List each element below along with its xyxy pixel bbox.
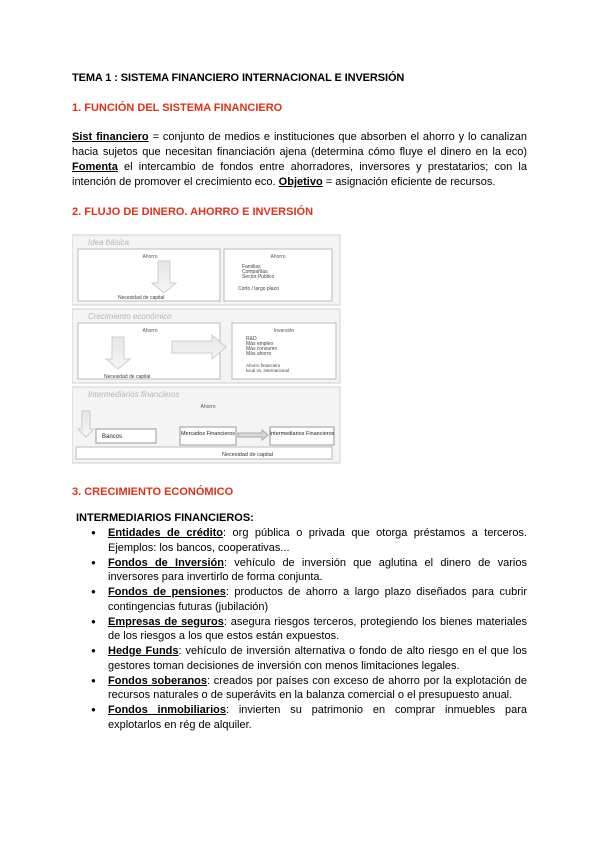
list-item — [72, 644, 527, 673]
panel-1-title: Idea básica — [88, 238, 129, 247]
intermediaries-heading: INTERMEDIARIOS FINANCIEROS: — [76, 512, 254, 524]
panel-2-title: Crecimiento económico — [88, 312, 172, 321]
term-fomenta: Fomenta — [72, 161, 118, 173]
document-title: TEMA 1 : SISTEMA FINANCIERO INTERNACIONAL E INVERSIÓN — [72, 72, 405, 84]
panel-1-bottom-left: Necesidad de capital — [118, 295, 165, 301]
panel-3-bottom: Necesidad de capital — [222, 452, 274, 458]
list-item — [72, 556, 527, 585]
section-heading-1: 1. FUNCIÓN DEL SISTEMA FINANCIERO — [72, 102, 283, 114]
panel-2-col-right: Inversión — [273, 328, 295, 334]
panel-2-bottom-left: Necesidad de capital — [104, 374, 151, 380]
panel-1-item-2: Compañías — [242, 269, 268, 275]
panel-3-mercados: Mercados Financieros — [180, 431, 236, 437]
panel-3-title: Intermediarios financieros — [88, 390, 180, 399]
list-item — [72, 615, 527, 644]
panel-1-item-1: Familias — [242, 264, 261, 270]
list-item — [72, 674, 527, 703]
list-item — [72, 585, 527, 614]
panel-1-bottom-right: Corto / largo plazo — [238, 286, 279, 292]
panel-3-top: Ahorro — [200, 404, 216, 410]
item-term: Hedge Funds — [108, 645, 179, 657]
item-term: Fondos soberanos — [108, 674, 208, 687]
panel-2-item-4: Más ahorro — [246, 351, 272, 357]
item-text: : vehículo de inversión que aglutina el dinero de varios inversores para invertirlo de forma conjunta. — [108, 556, 527, 583]
definition-text-2: el intercambio de fondos entre ahorradores, inversores y prestatarios; con la intención de promover el crecimiento eco. — [72, 161, 527, 188]
panel-3-intermediarios: Intermediarios Financieros — [269, 431, 335, 437]
item-text: : asegura riesgos terceros, protegiendo los bienes materiales de los riesgos a los que estos están expuestos. — [108, 615, 527, 642]
item-text: : org pública o privada que otorga préstamos a terceros. Ejemplos: los bancos, cooperativas... — [108, 527, 527, 554]
panel-1-col-left: Ahorro — [142, 254, 158, 260]
panel-2-item-5: Ahorro financiero — [246, 363, 281, 368]
item-text: : productos de ahorro a largo plazo diseñados para cubrir contingencias futuras (jubilación) — [108, 586, 527, 613]
list-item — [72, 703, 527, 732]
section-heading-2: 2. FLUJO DE DINERO. AHORRO E INVERSIÓN — [72, 206, 314, 218]
panel-3-bancos: Bancos — [102, 434, 123, 440]
item-text: : vehículo de inversión alternativa o fondo de alto riesgo en el que los gestores toman decisiones de inversión con menos limitaciones legales. — [108, 645, 527, 672]
item-text: : creados por países con exceso de ahorro por la explotación de recursos naturales o de superávits en la balanza comercial o el presupuesto anual. — [108, 674, 527, 701]
item-term: Fondos de Inversión — [108, 556, 224, 569]
term-objetivo: Objetivo — [278, 176, 323, 188]
panel-1-col-right: Ahorro — [270, 254, 286, 260]
panel-1-item-3: Sector Público — [242, 274, 275, 280]
definition-text-1: = conjunto de medios e instituciones que absorben el ahorro y lo canalizan hacia sujetos que necesitan financiación ajena (determina cómo fluye el dinero en la eco) — [72, 131, 527, 158]
savings-investment-diagram — [72, 233, 342, 468]
list-item — [72, 526, 527, 555]
item-text: : invierten su patrimonio en comprar inmuebles para explotarlos en rég de alquiler. — [108, 704, 527, 731]
panel-2-item-2: Más empleo — [246, 341, 274, 347]
panel-2-item-3: Más consumo — [246, 346, 278, 352]
panel-2-col-left: Ahorro — [142, 328, 158, 334]
definition-text-3: = asignación eficiente de recursos. — [322, 176, 496, 188]
term-sist-financiero: Sist financiero — [72, 131, 149, 143]
panel-2-item-1: R&D — [246, 336, 257, 342]
panel-3-bottom-box — [76, 447, 332, 459]
section-heading-3: 3. CRECIMIENTO ECONÓMICO — [72, 486, 234, 498]
item-term: Fondos de pensiones — [108, 586, 226, 598]
item-term: Entidades de crédito — [108, 527, 224, 539]
item-term: Empresas de seguros — [108, 615, 224, 628]
diagram-svg — [72, 233, 342, 468]
definition-paragraph — [72, 130, 527, 190]
panel-2-item-6: local vs. internacional — [246, 368, 290, 373]
item-term: Fondos inmobiliarios — [108, 704, 226, 716]
intermediaries-list — [72, 526, 527, 733]
